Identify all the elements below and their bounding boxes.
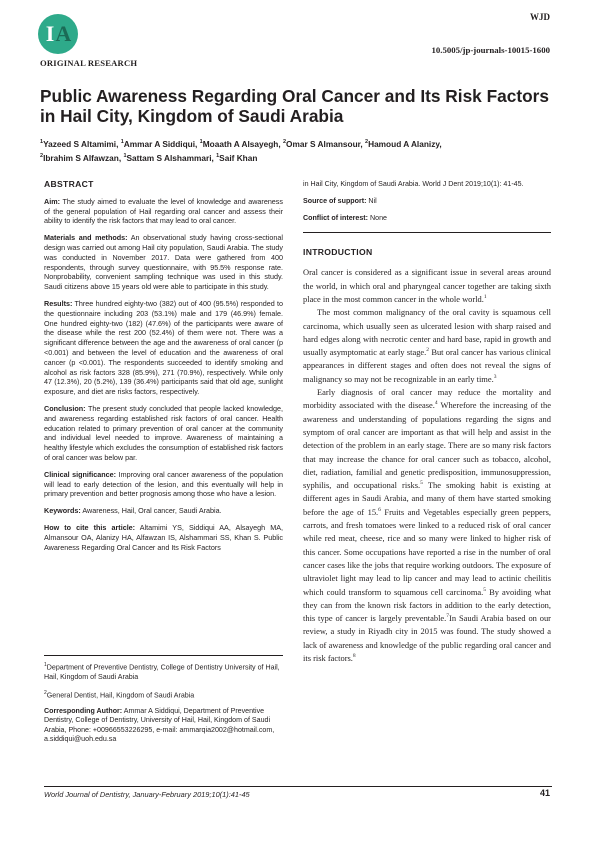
abstract-keywords <box>44 506 283 516</box>
author-name: Ammar A Siddiqui, <box>123 138 200 149</box>
significance-text: Improving oral cancer awareness of the population will lead to early detection of the lesion, and this eventually will help in primary prevention and better prognosis among those who have a lesion. <box>44 469 283 499</box>
intro-text: The most common malignancy of the oral cavity is squamous cell carcinoma, which usually seen as ulcerated lesion with sharp raised and hard edges along with necrotic center and hard base, rapid in growth and usually asymptomatic at early stage. <box>303 307 551 358</box>
logo-letter-a: A <box>55 21 71 46</box>
author-affil-sup: 1 <box>199 139 203 145</box>
author-name: Ibrahim S Alfawzan, <box>43 152 124 163</box>
intro-paragraph <box>303 266 551 306</box>
author-name: Moaath A Alsayegh, <box>202 138 283 149</box>
section-label: ORIGINAL RESEARCH <box>40 58 138 68</box>
cite-text: Altamimi YS, Siddiqui AA, Alsayegh MA, Almansour OA, Alanizy HA, Alfawzan IS, Alshammari SS, Khan S. Public Awareness Regarding Oral Cancer and Its Risk Factors <box>44 522 283 552</box>
affil-sup: 2 <box>44 689 47 696</box>
author-name: Yazeed S Altamimi, <box>43 138 121 149</box>
intro-text: Wherefore the increasing of the awareness and understanding of populations regarding the signs and symptom of oral cancer are important as that will help and assist in the detection of the problem in an early stage. There are so many risk factors that may increase the chance for oral cancer such as tobacco, alcohol, diet, radiation, familial and genetic predisposition, immunosuppression, syphilis, and occupational risks. <box>303 400 551 491</box>
conclusion-text: The present study concluded that people lacked knowledge, and awareness regarding established risk factors of oral cancer. Health education related to primary prevention of oral cancer at the community and individual level needed to improve. Awareness of maintaining a healthy lifestyle which excludes the consumption of established risk factors of oral cancer was below par. <box>44 403 283 462</box>
aim-text: The study aimed to evaluate the level of knowledge and awareness of the general population of Hail regarding oral cancer and assess their ability to identify the risk factors that may lead to oral cancer. <box>44 196 283 226</box>
affiliation-2-text: General Dentist, Hail, Kingdom of Saudi Arabia <box>46 690 195 699</box>
journal-logo <box>38 14 78 54</box>
conclusion-label: Conclusion: <box>44 403 86 413</box>
author-name: Saif Khan <box>219 152 258 163</box>
author-list <box>40 136 560 164</box>
reference-mark[interactable]: 8 <box>352 653 356 660</box>
reference-mark[interactable]: 7 <box>446 613 450 620</box>
conflict-label: Conflict of interest: <box>303 213 369 222</box>
corresponding-author <box>44 707 283 745</box>
affiliation-1-text: Department of Preventive Dentistry, College of Dentistry University of Hail, Hail, Kingdom of Saudi Arabia <box>44 663 280 681</box>
footer-divider <box>44 786 552 787</box>
intro-text: Fruits and Vegetables especially green peppers, carrots, and fresh tomatoes were linked to a reduced risk of oral cancer while red meat, cheese, rice and so many were linked to higher risk of this cancer. Some occupations have reported a rise in the number of oral cancer cases like the jobs that require working outdoors. The exposure of ultraviolet light may lead to lip cancer and may lead to actinic cheilitis which could transform to squamous cell carcinoma. <box>303 506 552 597</box>
author-affil-sup: 1 <box>216 152 220 159</box>
abstract-aim <box>44 197 283 226</box>
affiliation-box <box>44 655 283 751</box>
intro-text: Early diagnosis of oral cancer may reduce the mortality and morbidity associated with the disease. <box>303 387 551 411</box>
abstract-heading: ABSTRACT <box>44 179 94 189</box>
conflict-text: None <box>368 213 387 222</box>
source-of-support <box>303 197 551 207</box>
abstract-column <box>44 180 283 559</box>
abstract-results <box>44 299 283 397</box>
reference-mark[interactable]: 1 <box>483 294 487 301</box>
reference-mark[interactable]: 4 <box>434 400 438 407</box>
abstract-significance <box>44 470 283 499</box>
affil-sup: 1 <box>44 662 47 668</box>
keywords-label: Keywords: <box>44 506 81 516</box>
introduction-heading: INTRODUCTION <box>303 247 373 258</box>
page-number: 41 <box>539 788 550 798</box>
abstract-cite <box>44 523 283 552</box>
corr-label: Corresponding Author: <box>44 706 123 715</box>
conflict-of-interest <box>303 214 551 224</box>
author-affil-sup: 1 <box>40 139 44 145</box>
affiliation-1 <box>44 661 283 683</box>
methods-label: Materials and methods: <box>44 233 128 243</box>
author-line-1 <box>40 136 560 150</box>
author-affil-sup: 2 <box>365 139 369 145</box>
author-affil-sup: 1 <box>123 152 127 159</box>
introduction-body <box>303 266 551 665</box>
doi-link[interactable]: 10.5005/jp-journals-10015-1600 <box>431 45 550 55</box>
footer-citation: World Journal of Dentistry, January-February 2019;10(1):41-45 <box>44 790 250 799</box>
reference-mark[interactable]: 5 <box>483 586 487 593</box>
corr-text: Ammar A Siddiqui, Department of Preventive Dentistry, College of Dentistry, University of Hail, Hail, Kingdom of Saudi Arabia, Phone: +00966553226295, e-mail: ammarqia2002@hotmail.com, a.siddiqui@uoh.edu.sa <box>44 706 275 744</box>
article-title: Public Awareness Regarding Oral Cancer and Its Risk Factors in Hail City, Kingdom of Saudi Arabia <box>40 86 550 126</box>
journal-abbreviation: WJD <box>530 12 550 22</box>
methods-text: An observational study having cross-sectional design was carried out among Hail city population, Saudi Arabia. The study was conducted in November 2017. Data were gathered from 400 respondents, through survey questionnaire, with 95.5% response rate. Nonprobability, convenient sampling technique was used in this study. Saudi citizens above 15 years old were able to participate in this study. <box>44 233 283 292</box>
significance-label: Clinical significance: <box>44 469 117 479</box>
keywords-text: Awareness, Hail, Oral cancer, Saudi Arabia. <box>80 506 222 516</box>
support-text: Nil <box>366 196 377 205</box>
reference-mark[interactable]: 6 <box>378 506 381 513</box>
logo-letter-i: I <box>45 21 54 46</box>
abstract-methods <box>44 233 283 292</box>
cite-continued: in Hail City, Kingdom of Saudi Arabia. World J Dent 2019;10(1): 41-45. <box>303 180 524 188</box>
intro-text: By avoiding what they can from the known risk factors in addition to the early detection, this type of cancer is largely preventable. <box>303 586 551 624</box>
support-label: Source of support: <box>303 196 367 205</box>
right-column <box>303 180 551 665</box>
aim-label: Aim: <box>44 196 60 206</box>
results-label: Results: <box>44 298 73 308</box>
author-name: Omar S Almansour, <box>286 138 366 149</box>
intro-text: Oral cancer is considered as a significant issue in several areas around the world, in which oral and pharyngeal cancer together are taking sixth place in the most common cancer in the whole world. <box>303 267 551 304</box>
author-name: Hamoud A Alanizy, <box>368 138 442 149</box>
author-name: Sattam S Alshammari, <box>126 152 217 163</box>
author-affil-sup: 1 <box>120 139 124 145</box>
reference-mark[interactable]: 2 <box>426 347 430 354</box>
citation-continued-block <box>303 180 551 223</box>
author-line-2 <box>40 150 560 164</box>
results-text: Three hundred eighty-two (382) out of 400 (95.5%) responded to the questionnaire including 203 (53.1%) male and 179 (46.9%) female. One hundred eighty-two (182) (47.6%) of the participants were aware of the disease while the rest 200 (52.4%) of them were not. There was a significant difference between the age and the awareness of oral cancer (p <0.001) and between the level of education and the awareness of oral cancer (p <0.001). The respondents succeeded to identify smoking and alcohol as risk factors 328 (85.9%), 271 (70.9%), respectively. While only 47 (12.3%), 20 (5.2%), 139 (36.4%) participants said that old age, sunlight exposure, and diet are risks factors, respectively. <box>44 298 283 397</box>
author-affil-sup: 2 <box>282 139 287 145</box>
intro-paragraph <box>303 386 551 665</box>
cite-label: How to cite this article: <box>44 522 136 532</box>
intro-paragraph <box>303 306 551 386</box>
intro-text: The smoking habit is existing at different ages in Saudi Arabia, and many of them have started smoking before the age of 15. <box>303 480 551 517</box>
author-affil-sup: 2 <box>40 152 44 159</box>
abstract-conclusion <box>44 404 283 463</box>
reference-mark[interactable]: 3 <box>493 373 497 380</box>
affiliation-2 <box>44 689 283 701</box>
reference-mark[interactable]: 5 <box>420 480 423 487</box>
intro-text: But oral cancer has various clinical appearances in different stages and often does not reveal the signs of malignancy so may not be recognizable in an early time. <box>303 347 552 384</box>
section-divider <box>303 232 551 233</box>
intro-text: In Saudi Arabia based on our review, a study in Riyadh city in 2015 was found. The study showed a lack of awareness and knowledge of the public regarding oral cancer and its risk factors. <box>303 613 551 663</box>
